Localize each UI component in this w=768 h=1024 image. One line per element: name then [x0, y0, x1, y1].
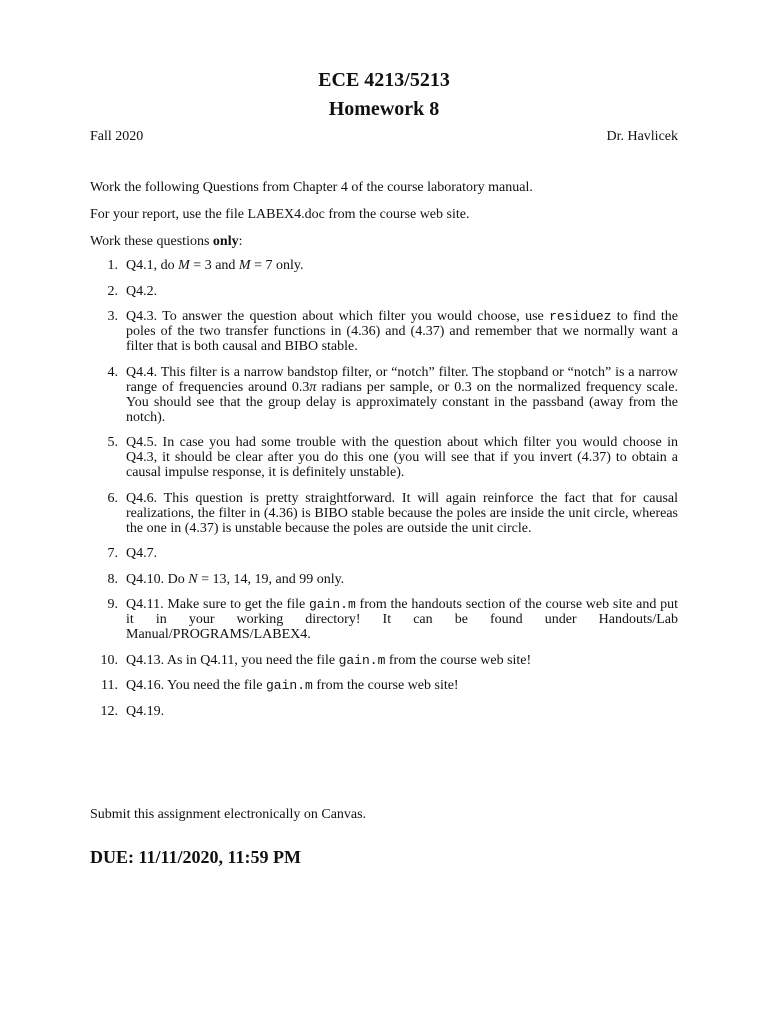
question-text-run: from the course web site! — [385, 652, 532, 668]
question-text — [126, 572, 678, 587]
instructor: Dr. Havlicek — [606, 129, 678, 144]
math-symbol: π — [309, 379, 317, 395]
question-text — [126, 284, 678, 299]
question-text-run: radians per sample, or 0.3 on the normalized frequency scale. You should see that the group delay is approximately constant in the passband (away from the notch). — [126, 379, 678, 425]
code-token: gain.m — [308, 597, 356, 612]
question-text-run: Q4.19. — [126, 703, 165, 719]
question-item — [90, 365, 678, 425]
question-text — [126, 597, 678, 642]
code-token: gain.m — [338, 652, 386, 668]
question-number: 4. — [107, 364, 118, 380]
term: Fall 2020 — [90, 129, 144, 144]
question-item — [90, 653, 678, 668]
question-text-run: Q4.2. — [126, 283, 158, 299]
question-text-run: Q4.7. — [126, 546, 158, 561]
question-item — [90, 435, 678, 480]
question-text — [126, 704, 678, 719]
question-text-run: Q4.5. In case you had some trouble with the question about which filter you would choose in Q4.3, it should be clear after you do this one (you will see that if you invert (4.37) to obtain a causal impulse response, it is definitely unstable). — [126, 435, 678, 480]
code-token: residuez — [549, 309, 612, 324]
question-item — [90, 258, 678, 273]
question-text-run: Q4.3. To answer the question about which filter you would choose, use — [126, 309, 550, 324]
question-number: 7. — [107, 546, 118, 561]
question-text — [126, 653, 678, 668]
due-date: DUE: 11/11/2020, 11:59 PM — [90, 847, 301, 867]
question-number: 12. — [100, 703, 118, 719]
math-symbol: N — [188, 571, 198, 587]
intro-suffix: : — [238, 234, 243, 249]
math-symbol: M — [178, 258, 190, 273]
homework-title: Homework 8 — [328, 98, 440, 120]
question-text-run: Q4.10. Do — [126, 571, 189, 587]
intro-report-file: For your report, use the file LABEX4.doc from the course web site. — [90, 207, 470, 222]
question-number: 2. — [107, 283, 118, 299]
question-item — [90, 309, 678, 354]
question-text — [126, 365, 678, 425]
question-number: 8. — [107, 571, 118, 587]
question-number: 1. — [107, 258, 118, 273]
submit-note: Submit this assignment electronically on Canvas. — [90, 807, 367, 822]
intro-only: only — [212, 234, 239, 249]
question-text-run: from the course web site! — [312, 678, 459, 693]
question-text-run: = 3 and — [189, 258, 239, 273]
question-item — [90, 704, 678, 719]
question-text-run: Q4.4. This filter is a narrow bandstop filter, or “notch” filter. The stopband or “notch” is a narrow range of frequencies around 0.3 — [126, 364, 678, 395]
question-number: 6. — [107, 490, 118, 506]
question-text-run: Q4.13. As in Q4.11, you need the file — [126, 652, 339, 668]
question-list — [90, 258, 678, 729]
question-item — [90, 546, 678, 561]
question-item — [90, 284, 678, 299]
intro-chapter: Work the following Questions from Chapter 4 of the course laboratory manual. — [90, 180, 533, 195]
question-text — [126, 258, 678, 273]
question-number: 9. — [107, 597, 118, 612]
question-text — [126, 546, 678, 561]
code-token: gain.m — [266, 678, 313, 693]
question-text-run: to find the poles of the two transfer functions in (4.36) and (4.37) and remember that we normally want a filter that is both causal and BIBO stable. — [126, 309, 678, 354]
question-text — [126, 309, 678, 354]
question-number: 11. — [101, 678, 118, 693]
intro-work-these — [90, 234, 678, 250]
question-text-run: from the handouts section of the course web site and put it in your working directory! It can be found under Handouts/Lab Manual/PROGRAMS/LABEX4. — [126, 597, 678, 642]
math-symbol: M — [238, 258, 251, 273]
question-item — [90, 678, 678, 693]
question-number: 10. — [100, 652, 118, 668]
question-text-run: = 7 only. — [250, 258, 304, 273]
question-text — [126, 491, 678, 536]
course-title: ECE 4213/5213 — [318, 69, 450, 91]
question-text-run: Q4.11. Make sure to get the file — [126, 597, 309, 612]
question-text — [126, 678, 678, 693]
question-item — [90, 597, 678, 642]
question-text-run: Q4.16. You need the file — [126, 678, 266, 693]
question-item — [90, 491, 678, 536]
question-text-run: Q4.1, do — [126, 258, 179, 273]
question-text — [126, 435, 678, 480]
question-text-run: Q4.6. This question is pretty straightforward. It will again reinforce the fact that for causal realizations, the filter in (4.36) is BIBO stable because the poles are inside the unit circle, whereas the one in (4.37) is unstable because the poles are outside the unit circle. — [126, 490, 678, 536]
intro-prefix: Work these questions — [90, 234, 213, 249]
question-text-run: = 13, 14, 19, and 99 only. — [197, 571, 345, 587]
question-number: 3. — [107, 309, 118, 324]
question-item — [90, 572, 678, 587]
question-number: 5. — [107, 435, 118, 450]
